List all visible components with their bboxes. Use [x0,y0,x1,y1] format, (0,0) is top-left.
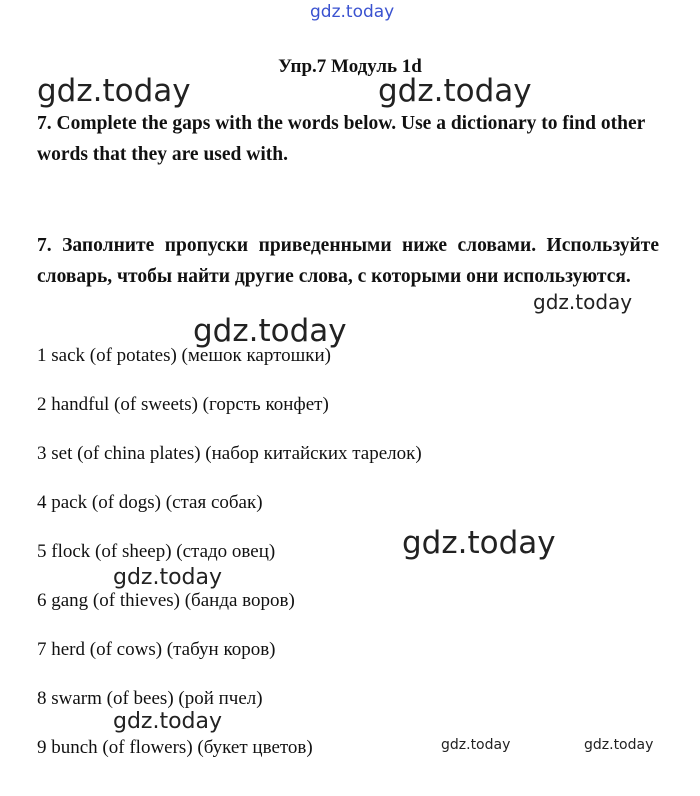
watermark: gdz.today [193,313,347,349]
answer-item: 4 pack (of dogs) (стая собак) [37,492,263,513]
answer-item: 8 swarm (of bees) (рой пчел) [37,688,263,709]
answer-item: 5 flock (of sheep) (стадо овец) [37,541,276,562]
task-text-english: 7. Complete the gaps with the words below. Use a dictionary to find other words that they are used with. [37,113,645,165]
watermark: gdz.today [113,709,223,734]
answer-item: 2 handful (of sweets) (горсть конфет) [37,394,329,415]
answer-item: 9 bunch (of flowers) (букет цветов) [37,737,313,758]
answer-list [37,340,422,781]
task-text-russian: 7. Заполните пропуски приведенными ниже словами. Используйте словарь, чтобы найти другие слова, с которыми они используются. [37,235,659,287]
watermark: gdz.today [37,73,191,109]
watermark: gdz.today [584,737,654,753]
answer-item: 3 set (of china plates) (набор китайских тарелок) [37,443,422,464]
watermark: gdz.today [533,290,633,314]
watermark-top: gdz.today [310,2,395,22]
watermark: gdz.today [113,565,223,590]
answer-item: 7 herd (of cows) (табун коров) [37,639,276,660]
answer-item: 6 gang (of thieves) (банда воров) [37,590,295,611]
answer-item: 1 sack (of potates) (мешок картошки) [37,345,331,366]
watermark: gdz.today [402,525,556,561]
watermark: gdz.today [378,73,532,109]
watermark: gdz.today [441,737,511,753]
exercise-title: Упр.7 Модуль 1d [278,56,422,77]
